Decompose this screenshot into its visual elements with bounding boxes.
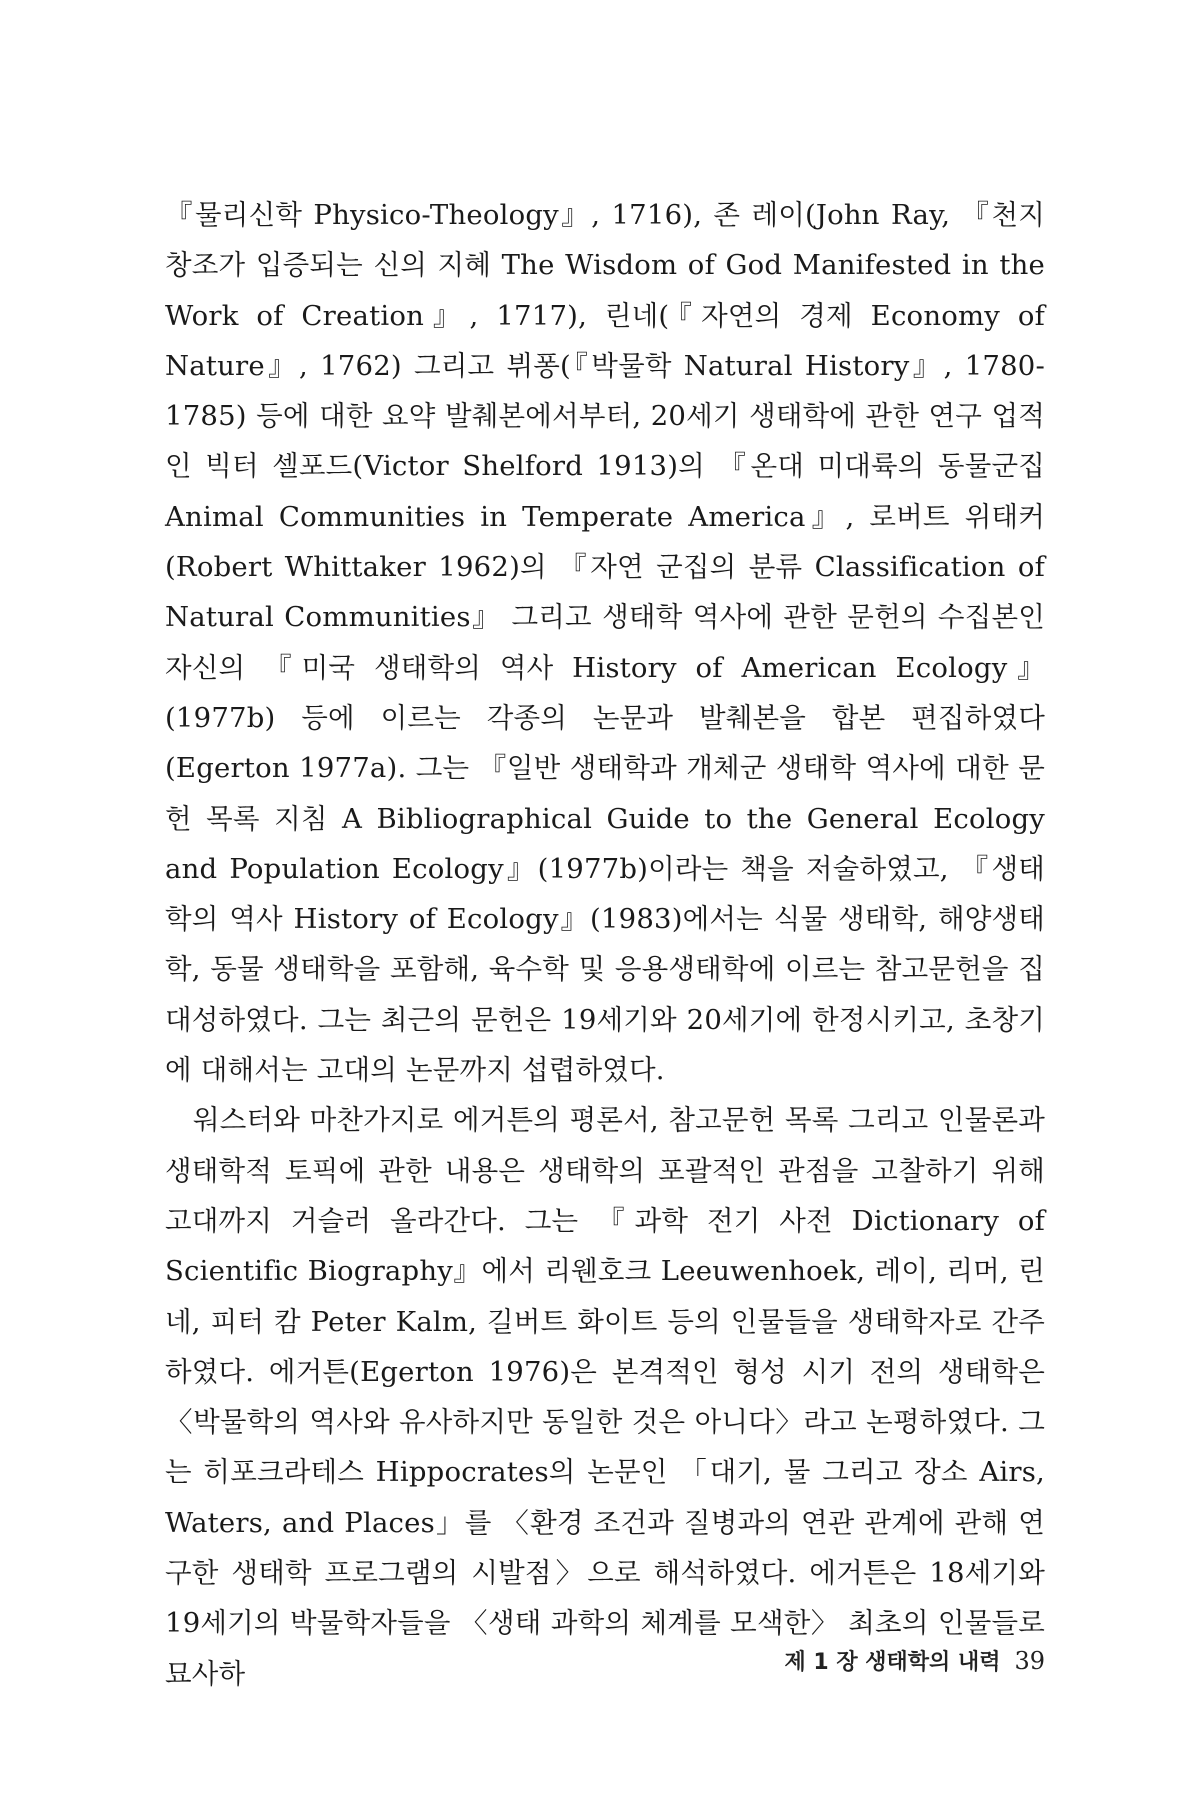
page-body	[165, 190, 1045, 1699]
paragraph-1: 『물리신학 Physico-Theology』, 1716), 존 레이(John Ray, 『천지창조가 입증되는 신의 지혜 The Wisdom of God Manifested in the Work of Creation』, 1717), 린네(『자연의 경제 Economy of Nature』, 1762) 그리고 뷔퐁(『박물학 Natural History』, 1780-1785) 등에 대한 요약 발췌본에서부터, 20세기 생태학에 관한 연구 업적인 빅터 셀포드(Victor Shelford 1913)의 『온대 미대륙의 동물군집 Animal Communities in Temperate America』, 로버트 위태커(Robert Whittaker 1962)의 『자연 군집의 분류 Classification of Natural Communities』 그리고 생태학 역사에 관한 문헌의 수집본인 자신의 『미국 생태학의 역사 History of American Ecology』(1977b) 등에 이르는 각종의 논문과 발췌본을 합본 편집하였다(Egerton 1977a). 그는 『일반 생태학과 개체군 생태학 역사에 대한 문헌 목록 지침 A Bibliographical Guide to the General Ecology and Population Ecology』(1977b)이라는 책을 저술하였고, 『생태학의 역사 History of Ecology』(1983)에서는 식물 생태학, 해양생태학, 동물 생태학을 포함해, 육수학 및 응용생태학에 이르는 참고문헌을 집대성하였다. 그는 최근의 문헌은 19세기와 20세기에 한정시키고, 초창기에 대해서는 고대의 논문까지 섭렵하였다.	[165, 199, 1045, 1087]
chapter-title: 제 1 장 생태학의 내력	[784, 1650, 1001, 1675]
paragraph-2: 워스터와 마찬가지로 에거튼의 평론서, 참고문헌 목록 그리고 인물론과 생태학적 토픽에 관한 내용은 생태학의 포괄적인 관점을 고찰하기 위해 고대까지 거슬러 올라간다. 그는 『과학 전기 사전 Dictionary of Scientific Biography』에서 리웬호크 Leeuwenhoek, 레이, 리머, 린네, 피터 캄 Peter Kalm, 길버트 화이트 등의 인물들을 생태학자로 간주하였다. 에거튼(Egerton 1976)은 본격적인 형성 시기 전의 생태학은 〈박물학의 역사와 유사하지만 동일한 것은 아니다〉라고 논평하였다. 그는 히포크라테스 Hippocrates의 논문인 「대기, 물 그리고 장소 Airs, Waters, and Places」를 〈환경 조건과 질병과의 연관 관계에 관해 연구한 생태학 프로그램의 시발점〉으로 해석하였다. 에거튼은 18세기와 19세기의 박물학자들을 〈생태 과학의 체계를 모색한〉 최초의 인물들로 묘사하	[165, 1104, 1045, 1690]
page-number: 39	[1014, 1647, 1045, 1675]
running-footer	[784, 1645, 1045, 1676]
